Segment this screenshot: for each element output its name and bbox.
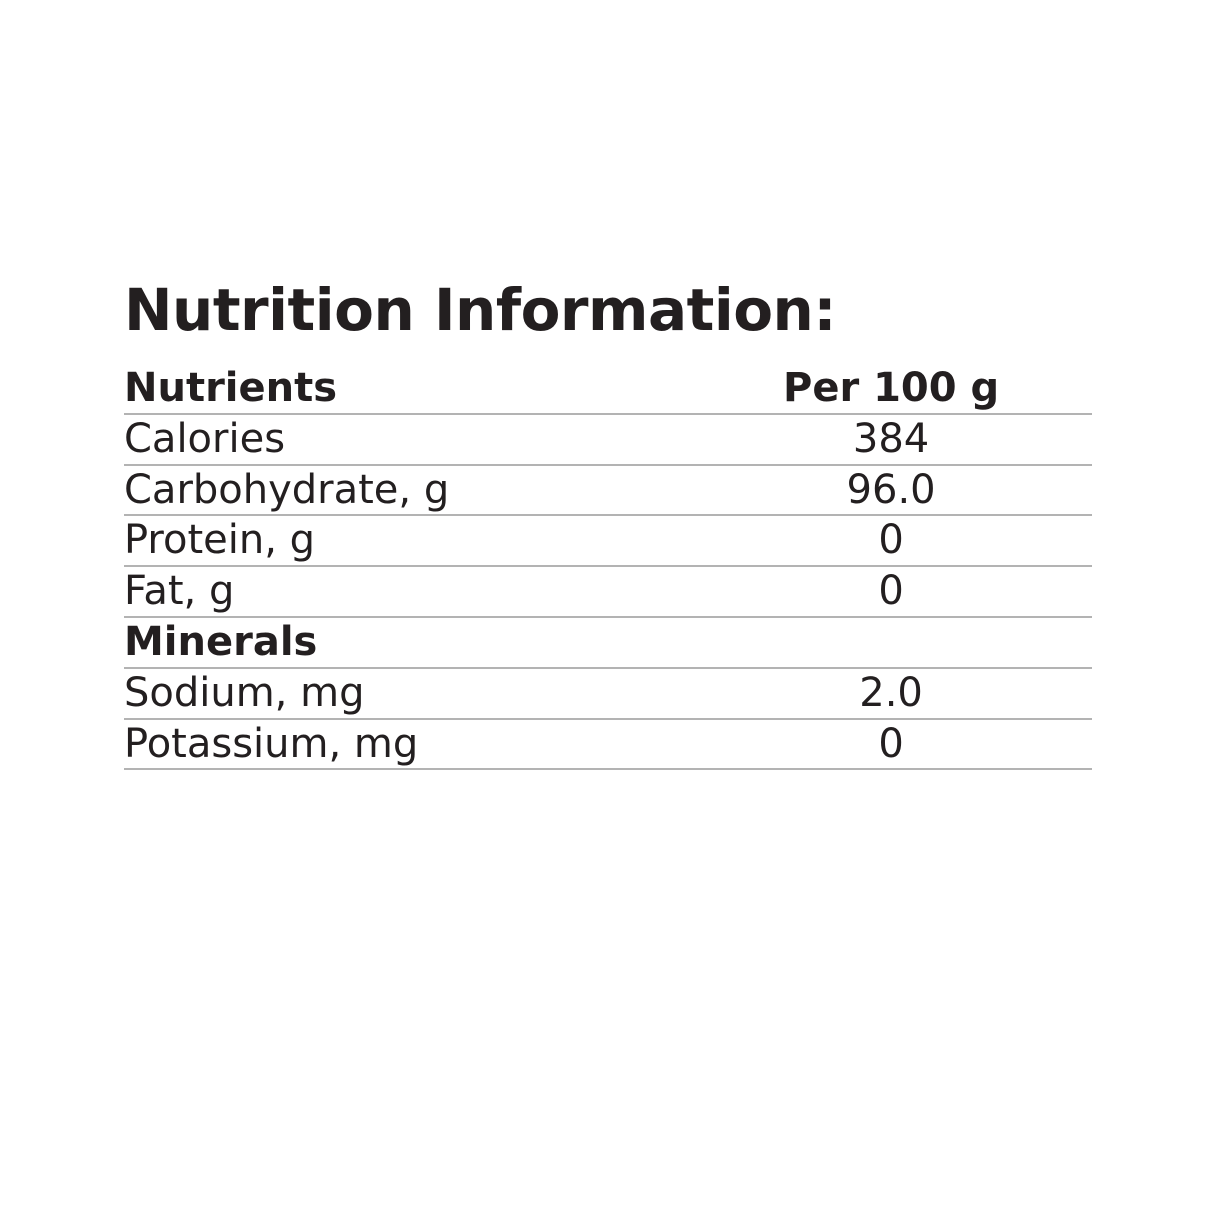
row-value: 2.0 xyxy=(724,668,1092,719)
column-header-per-100g: Per 100 g xyxy=(783,364,1000,411)
table-header xyxy=(124,363,1092,414)
table-header-row xyxy=(124,363,1092,414)
row-value: 0 xyxy=(724,515,1092,566)
table-row xyxy=(124,566,1092,617)
table-row xyxy=(124,668,1092,719)
row-label: Sodium, mg xyxy=(124,668,724,719)
row-label: Fat, g xyxy=(124,566,724,617)
nutrition-panel xyxy=(124,276,1092,770)
row-label: Calories xyxy=(124,414,724,465)
section-label: Minerals xyxy=(124,617,724,668)
table-row xyxy=(124,719,1092,770)
table-row xyxy=(124,465,1092,516)
table-row xyxy=(124,414,1092,465)
row-value: 384 xyxy=(724,414,1092,465)
page-title: Nutrition Information: xyxy=(124,276,837,344)
row-label: Carbohydrate, g xyxy=(124,465,724,516)
table-row xyxy=(124,515,1092,566)
table-body xyxy=(124,414,1092,770)
column-header-nutrients: Nutrients xyxy=(124,364,338,411)
table-section-row xyxy=(124,617,1092,668)
row-label: Potassium, mg xyxy=(124,719,724,770)
row-value: 0 xyxy=(724,719,1092,770)
row-value: 96.0 xyxy=(724,465,1092,516)
row-value: 0 xyxy=(724,566,1092,617)
row-label: Protein, g xyxy=(124,515,724,566)
nutrition-table xyxy=(124,363,1092,771)
section-value xyxy=(724,617,1092,668)
